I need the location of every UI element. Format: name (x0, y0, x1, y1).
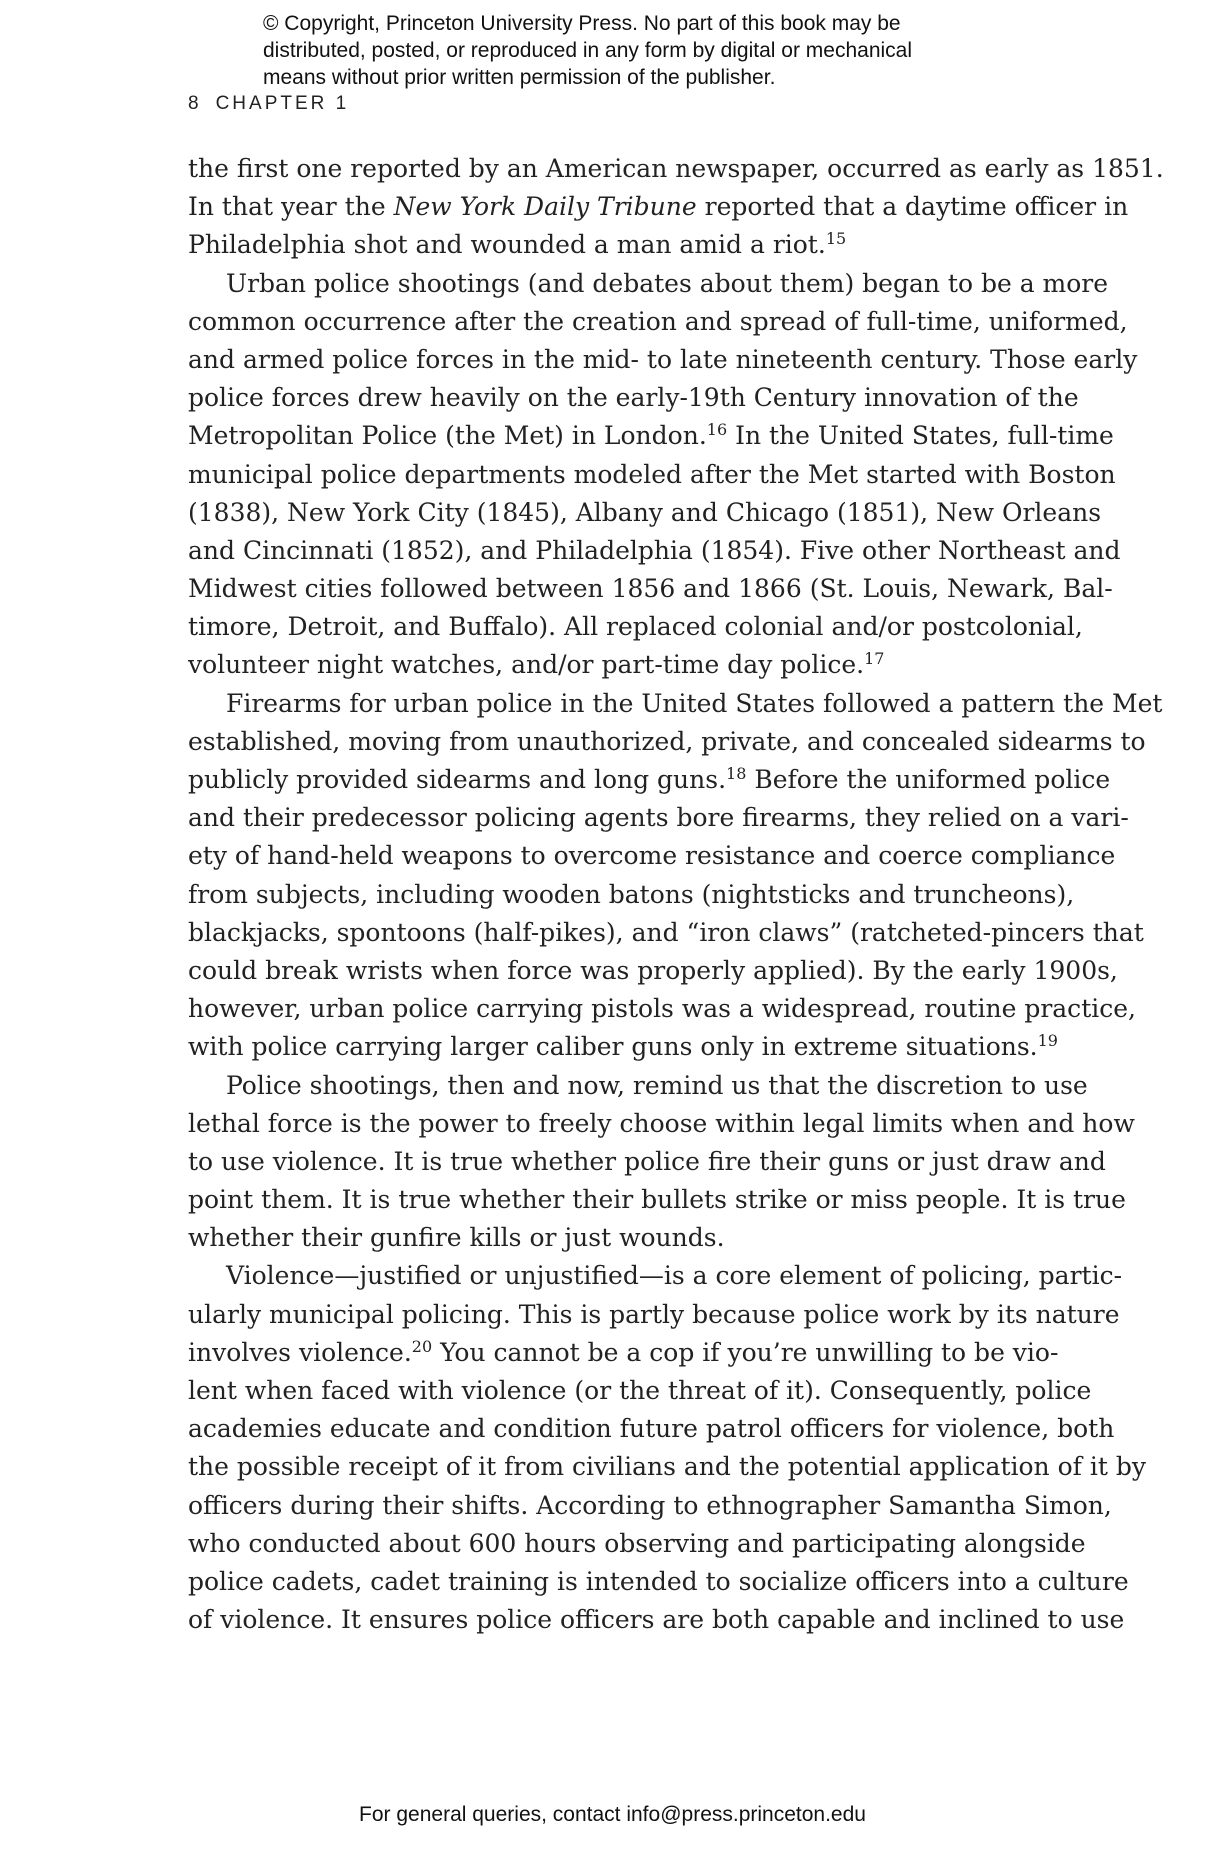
footer-contact: For general queries, contact info@press.princeton.edu (359, 1803, 866, 1826)
text-line: point them. It is true whether their bullets strike or miss people. It is true (188, 1185, 1126, 1215)
newspaper-title: New York Daily Tribune (393, 192, 697, 222)
footnote-ref: 17 (864, 649, 885, 669)
text-line: could break wrists when force was properly applied). By the early 1900s, (188, 955, 1118, 985)
text-fragment: volunteer night watches, and/or part-time day police. (188, 650, 865, 680)
text-line (188, 1028, 1058, 1066)
footnote-ref: 16 (706, 420, 728, 440)
text-fragment: Before the uniformed police (746, 765, 1111, 794)
copyright-line: distributed, posted, or reproduced in any form by digital or mechanical (263, 39, 913, 62)
footnote-ref: 19 (1037, 1031, 1058, 1051)
text-line: the possible receipt of it from civilians and the potential application of it by (188, 1452, 1146, 1482)
paragraph-2 (188, 265, 1138, 685)
text-fragment: Metropolitan Police (the Met) in London. (188, 421, 707, 451)
text-line: ularly municipal policing. This is partly because police work by its nature (188, 1299, 1120, 1329)
text-line: and their predecessor policing agents bore firearms, they relied on a vari- (188, 803, 1129, 833)
text-line: lethal force is the power to freely choose within legal limits when and how (188, 1108, 1135, 1138)
text-line: of violence. It ensures police officers are both capable and inclined to use (188, 1605, 1125, 1635)
text-line: however, urban police carrying pistols was a widespread, routine practice, (188, 994, 1136, 1024)
copyright-notice (263, 10, 1023, 91)
text-line: Violence—justified or unjustified—is a core element of policing, partic- (226, 1261, 1123, 1291)
text-line: who conducted about 600 hours observing and participating alongside (188, 1528, 1086, 1558)
text-line: municipal police departments modeled after the Met started with Boston (188, 459, 1116, 489)
text-line (188, 646, 1040, 684)
text-line (188, 417, 1114, 455)
text-line: timore, Detroit, and Buffalo). All replaced colonial and/or postcolonial, (188, 612, 1083, 642)
text-fragment: reported that a daytime officer in (696, 192, 1129, 222)
text-fragment: In that year the (188, 192, 394, 222)
text-line: and Cincinnati (1852), and Philadelphia (1854). Five other Northeast and (188, 535, 1121, 565)
text-line: from subjects, including wooden batons (nightsticks and truncheons), (188, 879, 1075, 909)
text-line: ety of hand-held weapons to overcome resistance and coerce compliance (188, 841, 1116, 871)
text-line (188, 761, 1111, 799)
text-line: Police shootings, then and now, remind us that the discretion to use (226, 1070, 1088, 1100)
paragraph-3 (188, 685, 1163, 1067)
text-fragment: In the United States, full-time (727, 421, 1114, 451)
text-line: common occurrence after the creation and spread of full-time, uniformed, (188, 306, 1128, 336)
text-line (188, 1334, 1059, 1372)
text-line: Firearms for urban police in the United States followed a pattern the Met (226, 688, 1163, 718)
text-fragment: involves violence. (188, 1337, 412, 1367)
footnote-ref: 20 (411, 1336, 433, 1356)
text-line: established, moving from unauthorized, private, and concealed sidearms to (188, 726, 1146, 756)
footnote-ref: 15 (825, 229, 847, 249)
copyright-line: © Copyright, Princeton University Press. No part of this book may be (263, 12, 901, 35)
text-line: Urban police shootings (and debates about them) began to be a more (226, 268, 1109, 298)
page-number: 8 (188, 93, 202, 114)
text-fragment: You cannot be a cop if you’re unwilling to be vio- (432, 1337, 1059, 1367)
text-line: and armed police forces in the mid- to late nineteenth century. Those early (188, 344, 1138, 374)
paragraph-5 (188, 1257, 1146, 1639)
chapter-label: CHAPTER 1 (215, 93, 350, 114)
text-fragment: publicly provided sidearms and long guns. (188, 765, 727, 794)
text-line (188, 188, 1129, 226)
text-line: (1838), New York City (1845), Albany and Chicago (1851), New Orleans (188, 497, 1102, 527)
text-line: the first one reported by an American newspaper, occurred as early as 1851. (188, 154, 1164, 183)
paragraph-4 (188, 1067, 1135, 1258)
text-line: police cadets, cadet training is intended to socialize officers into a culture (188, 1566, 1129, 1596)
text-line (188, 226, 1040, 264)
copyright-line: means without prior written permission of the publisher. (263, 66, 776, 89)
paragraph-1 (188, 150, 1164, 265)
footnote-ref: 18 (726, 764, 747, 783)
text-line: police forces drew heavily on the early-19th Century innovation of the (188, 383, 1079, 413)
running-head (188, 93, 349, 115)
text-line: Midwest cities followed between 1856 and 1866 (St. Louis, Newark, Bal- (188, 574, 1113, 604)
text-line: officers during their shifts. According to ethnographer Samantha Simon, (188, 1490, 1112, 1520)
text-line: blackjacks, spontoons (half-pikes), and “iron claws” (ratcheted-pincers that (188, 917, 1144, 947)
text-line: whether their gunfire kills or just wounds. (188, 1223, 725, 1253)
text-fragment: Philadelphia shot and wounded a man amid a riot. (188, 230, 826, 260)
text-fragment: with police carrying larger caliber guns only in extreme situations. (188, 1032, 1038, 1062)
text-line: to use violence. It is true whether police fire their guns or just draw and (188, 1146, 1106, 1176)
body-text (188, 150, 1164, 1639)
text-line: academies educate and condition future patrol officers for violence, both (188, 1414, 1115, 1444)
text-line: lent when faced with violence (or the threat of it). Consequently, police (188, 1376, 1092, 1405)
